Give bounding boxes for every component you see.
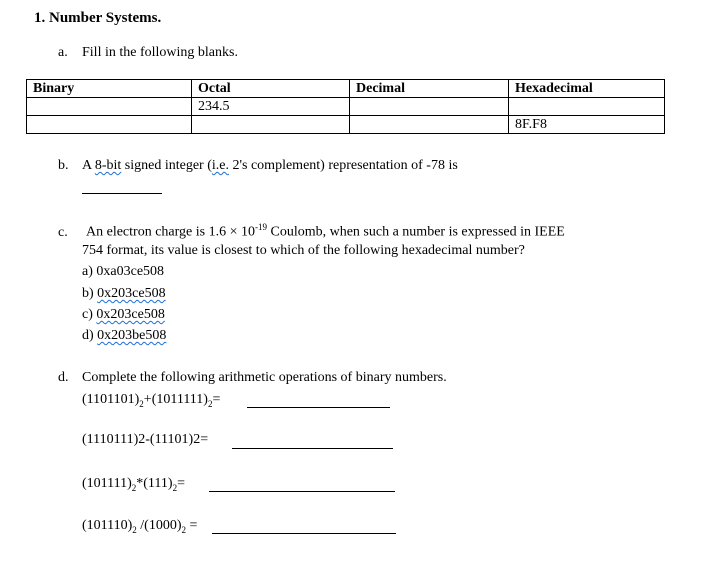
- answer-blank-d2[interactable]: [232, 447, 393, 449]
- equals-sign: =: [212, 392, 221, 407]
- base-subscript: 2: [132, 524, 137, 535]
- number-systems-table: [26, 79, 665, 134]
- table-header-row: [27, 80, 665, 98]
- base-subscript: 2: [207, 398, 213, 409]
- cell-octal[interactable]: [192, 116, 350, 134]
- option-prefix: a): [82, 264, 97, 279]
- part-c-line1-pre: An electron charge is 1.6 × 10: [86, 224, 255, 240]
- option-d[interactable]: [82, 328, 166, 344]
- operand: (101110): [82, 518, 133, 533]
- option-prefix: b): [82, 286, 98, 301]
- answer-blank-d1[interactable]: [247, 406, 390, 408]
- equals-sign: =: [177, 476, 185, 491]
- part-c-label: c.: [58, 224, 68, 240]
- part-c-line1-post: Coulomb, when such a number is expressed in IEEE: [266, 224, 565, 240]
- answer-blank-d3[interactable]: [209, 490, 395, 492]
- spell-check-word: i.e.: [211, 158, 229, 173]
- header-binary: Binary: [27, 80, 192, 98]
- base-subscript: 2: [172, 482, 178, 493]
- exponent: -19: [254, 222, 267, 232]
- part-b-pre: A: [82, 158, 92, 173]
- option-value: 0xa03ce508: [96, 264, 165, 279]
- part-a-label: a.: [58, 45, 68, 60]
- cell-binary[interactable]: [27, 98, 192, 116]
- cell-decimal[interactable]: [350, 98, 509, 116]
- operand: +(1011111): [143, 392, 208, 407]
- base-subscript: 2: [131, 482, 137, 493]
- operand: (101111): [82, 476, 132, 491]
- cell-binary[interactable]: [27, 116, 192, 134]
- option-value: 0x203ce508: [96, 307, 165, 322]
- section-title: 1. Number Systems.: [34, 10, 162, 26]
- table-row: [27, 116, 665, 134]
- option-c[interactable]: [82, 307, 165, 323]
- equals-sign: =: [186, 518, 198, 533]
- operation-3: [82, 476, 185, 493]
- cell-decimal[interactable]: [350, 116, 509, 134]
- part-b: [58, 158, 458, 174]
- cell-hexadecimal: 8F.F8: [509, 116, 665, 134]
- header-decimal: Decimal: [350, 80, 509, 98]
- operation-4: [82, 518, 197, 535]
- part-c-line2: 754 format, its value is closest to which of the following hexadecimal number?: [82, 243, 525, 258]
- operation-1: [82, 392, 220, 409]
- base-subscript: 2: [139, 398, 144, 409]
- cell-octal: 234.5: [192, 98, 350, 116]
- option-prefix: c): [82, 307, 97, 322]
- operation-2: (1110111)2-(11101)2=: [82, 432, 209, 447]
- option-b[interactable]: [82, 286, 166, 302]
- answer-blank-d4[interactable]: [212, 532, 396, 534]
- part-b-mid: signed integer (: [121, 158, 212, 173]
- part-b-post: 2's complement) representation of -78 is: [229, 158, 458, 173]
- part-c: [58, 222, 565, 241]
- base-subscript: 2: [181, 524, 187, 535]
- part-b-label: b.: [58, 158, 69, 173]
- part-d-text: Complete the following arithmetic operations of binary numbers.: [82, 370, 447, 385]
- option-prefix: d): [82, 328, 98, 343]
- option-value: 0x203ce508: [97, 286, 166, 301]
- header-hexadecimal: Hexadecimal: [509, 80, 665, 98]
- part-a: [58, 45, 238, 61]
- option-a[interactable]: [82, 264, 164, 280]
- answer-blank-b[interactable]: [82, 192, 162, 194]
- part-d-label: d.: [58, 370, 69, 385]
- option-value: 0x203be508: [97, 328, 167, 343]
- operand: (1101101): [82, 392, 140, 407]
- part-d: [58, 370, 447, 386]
- operand: /(1000): [136, 518, 182, 533]
- operand: *(111): [136, 476, 173, 491]
- table-row: [27, 98, 665, 116]
- header-octal: Octal: [192, 80, 350, 98]
- part-a-text: Fill in the following blanks.: [82, 45, 238, 60]
- cell-hexadecimal[interactable]: [509, 98, 665, 116]
- spell-check-word: 8-bit: [94, 158, 122, 173]
